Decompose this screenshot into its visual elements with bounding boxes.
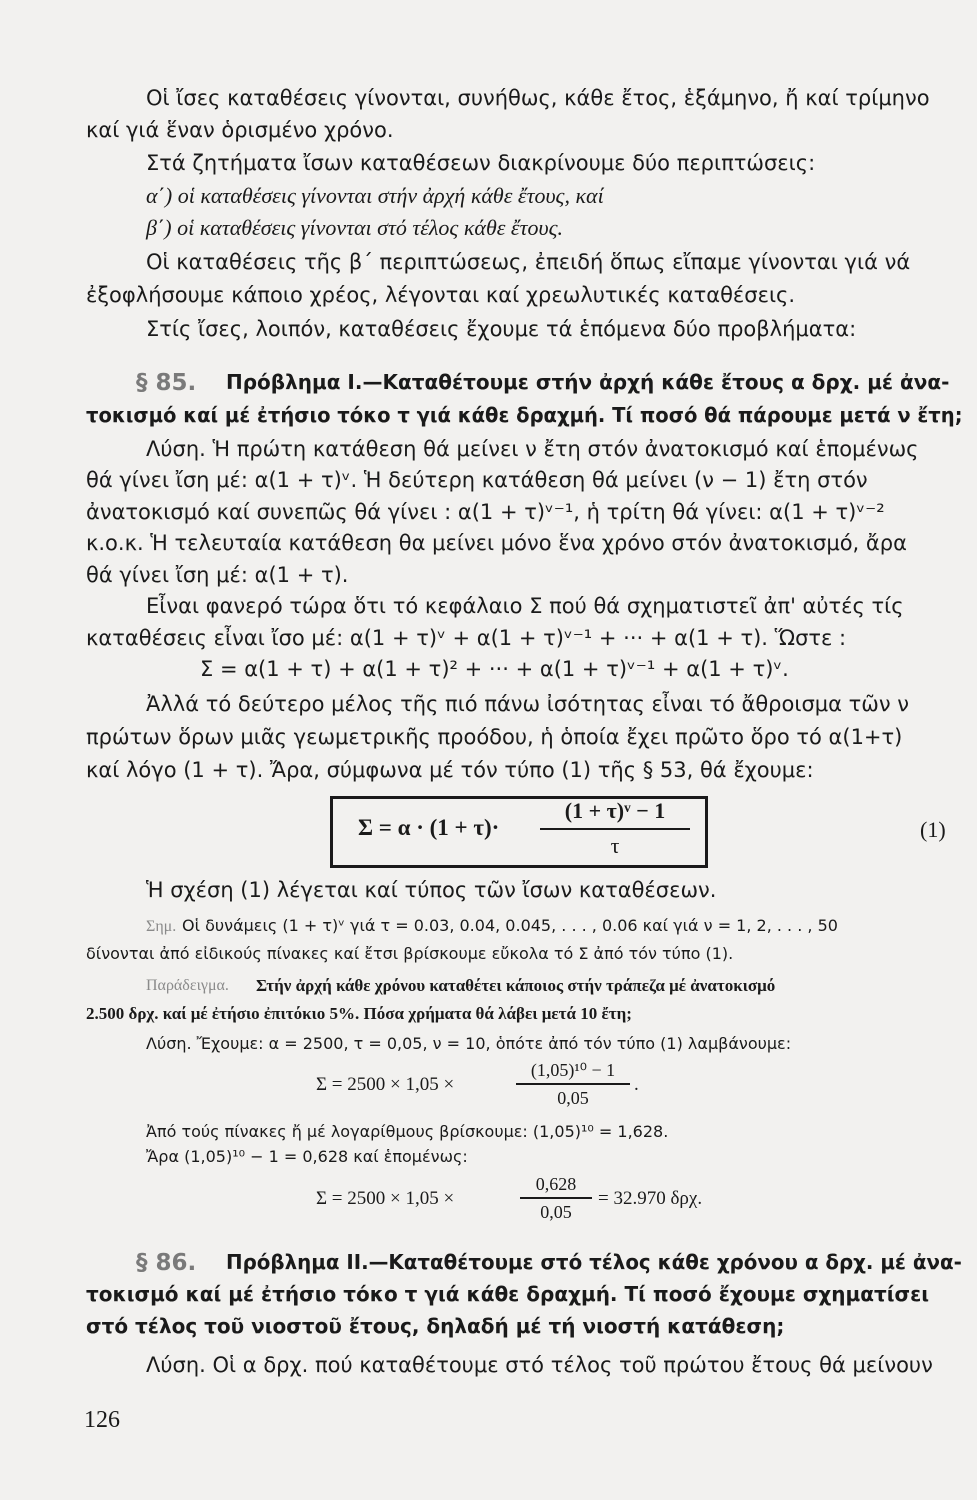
example-eq1-numerator: (1,05)¹⁰ − 1 [530,1060,616,1080]
example-eq1-left: Σ = 2500 × 1,05 × [316,1074,455,1095]
text-line: Οἱ καταθέσεις τῆς β΄ περιπτώσεως, ἐπειδή ὅπως εἴπαμε γίνονται γιά νά [146,250,911,274]
example-eq1-fraction-bar [516,1083,630,1085]
equation-number: (1) [920,817,946,842]
text-line: Στίς ἴσες, λοιπόν, καταθέσεις ἔχουμε τά ἑπόμενα δύο προβλήματα: [146,317,857,341]
example-eq2-end: = 32.970 δρχ. [598,1188,703,1209]
note-text: δίνονται ἀπό εἰδικούς πίνακες καί ἔτσι βρίσκουμε εὔκολα τό Σ ἀπό τόν τύπο (1). [86,944,734,963]
note-label: Σημ. [146,918,177,935]
example-eq2-fraction-bar [520,1197,592,1199]
formula-left: Σ = α · (1 + τ)· [358,815,500,840]
problem-1-text: τοκισμό καί μέ ἐτήσιο τόκο τ γιά κάθε δραχμή. Τί ποσό θά πάρουμε μετά ν ἔτη; [86,403,963,427]
solution-line: Ἄρα (1,05)¹⁰ − 1 = 0,628 καί ἑπομένως: [146,1147,468,1166]
case-b-line: β΄) οἱ καταθέσεις γίνονται στό τέλος κάθε ἔτους. [146,215,564,240]
text-line: ἀνατοκισμό καί συνεπῶς θά γίνει : α(1 + τ)ᵛ⁻¹, ἡ τρίτη θά γίνει: α(1 + τ)ᵛ⁻² [86,500,885,524]
example-eq1-denominator: 0,05 [557,1088,589,1108]
text-line: Εἶναι φανερό τώρα ὅτι τό κεφάλαιο Σ πού θά σχηματιστεῖ ἀπ' αὐτές τίς [146,594,904,618]
text-line: Στά ζητήματα ἴσων καταθέσεων διακρίνουμε δύο περιπτώσεις: [146,151,816,175]
problem-2-text: στό τέλος τοῦ νιοστοῦ ἔτους, δηλαδή μέ τή νιοστή κατάθεση; [86,1314,785,1338]
text-line: θά γίνει ἴση μέ: α(1 + τ). [86,563,349,587]
text-line: καί λόγο (1 + τ). Ἄρα, σύμφωνα μέ τόν τύπο (1) τῆς § 53, θά ἔχουμε: [86,758,814,782]
solution-line: Λύση. Ἔχουμε: α = 2500, τ = 0,05, ν = 10, ὁπότε ἀπό τόν τύπο (1) λαμβάνουμε: [146,1034,792,1053]
section-number-85: § 85. [136,370,197,396]
note-text: Οἱ δυνάμεις (1 + τ)ᵛ γιά τ = 0.03, 0.04, 0.045, . . . , 0.06 καί γιά ν = 1, 2, . . . , 50 [182,916,838,935]
text-line: Λύση. Οἱ α δρχ. πού καταθέτουμε στό τέλος τοῦ πρώτου ἔτους θά μείνουν [146,1353,933,1377]
section-number-86: § 86. [136,1250,197,1276]
example-eq2-denominator: 0,05 [540,1202,572,1222]
solution-line: Ἀπό τούς πίνακες ἤ μέ λογαρίθμους βρίσκουμε: (1,05)¹⁰ = 1,628. [146,1122,669,1141]
formula-numerator: (1 + τ)ᵛ − 1 [564,798,666,823]
sum-equation: Σ = α(1 + τ) + α(1 + τ)² + ··· + α(1 + τ)ᵛ⁻¹ + α(1 + τ)ᵛ. [200,657,789,681]
example-text: Στήν ἀρχή κάθε χρόνου καταθέτει κάποιος στήν τράπεζα μέ ἀνατοκισμό [256,976,776,995]
example-eq1-end: . [634,1074,639,1095]
case-a-line: α΄) οἱ καταθέσεις γίνονται στήν ἀρχή κάθε ἔτους, καί [146,183,604,208]
page-number: 126 [84,1407,120,1433]
text-line: Ἀλλά τό δεύτερο μέλος τῆς πιό πάνω ἰσότητας εἶναι τό ἄθροισμα τῶν ν [146,692,910,716]
text-line: κ.ο.κ. Ἡ τελευταία κατάθεση θα μείνει μόνο ἕνα χρόνο στόν ἀνατοκισμό, ἄρα [86,531,907,555]
text-line: καταθέσεις εἶναι ἴσο μέ: α(1 + τ)ᵛ + α(1 + τ)ᵛ⁻¹ + ··· + α(1 + τ). Ὥστε : [86,626,847,650]
problem-2-title: Πρόβλημα ΙΙ.—Καταθέτουμε στό τέλος κάθε χρόνου α δρχ. μέ ἀνα- [226,1250,962,1274]
text-line: Οἱ ἴσες καταθέσεις γίνονται, συνήθως, κάθε ἔτος, ἑξάμηνο, ἤ καί τρίμηνο [146,86,930,110]
text-line: Λύση. Ἡ πρώτη κατάθεση θά μείνει ν ἔτη στόν ἀνατοκισμό καί ἑπομένως [146,437,919,461]
formula-fraction-bar [540,828,690,830]
example-label: Παράδειγμα. [146,977,229,994]
example-eq2-numerator: 0,628 [535,1174,577,1194]
text-line: ἐξοφλήσουμε κάποιο χρέος, λέγονται καί χρεωλυτικές καταθέσεις. [86,283,796,307]
text-line: πρώτων ὅρων μιᾶς γεωμετρικῆς προόδου, ἡ ὁποία ἔχει πρῶτο ὅρο τό α(1+τ) [86,725,903,749]
text-line: Ἡ σχέση (1) λέγεται καί τύπος τῶν ἴσων καταθέσεων. [146,878,717,902]
text-line: θά γίνει ἴση μέ: α(1 + τ)ᵛ. Ἡ δεύτερη κατάθεση θά μείνει (ν − 1) ἔτη στόν [86,468,868,492]
example-text: 2.500 δρχ. καί μέ ἐτήσιο ἐπιτόκιο 5%. Πόσα χρήματα θά λάβει μετά 10 ἔτη; [86,1004,632,1023]
example-eq2-left: Σ = 2500 × 1,05 × [316,1188,455,1209]
text-line: καί γιά ἕναν ὁρισμένο χρόνο. [86,118,394,142]
problem-2-text: τοκισμό καί μέ ἐτήσιο τόκο τ γιά κάθε δραχμή. Τί ποσό ἔχουμε σχηματίσει [86,1282,930,1306]
formula-denominator: τ [610,833,620,858]
problem-1-title: Πρόβλημα Ι.—Καταθέτουμε στήν ἀρχή κάθε ἔτους α δρχ. μέ ἀνα- [226,370,950,394]
